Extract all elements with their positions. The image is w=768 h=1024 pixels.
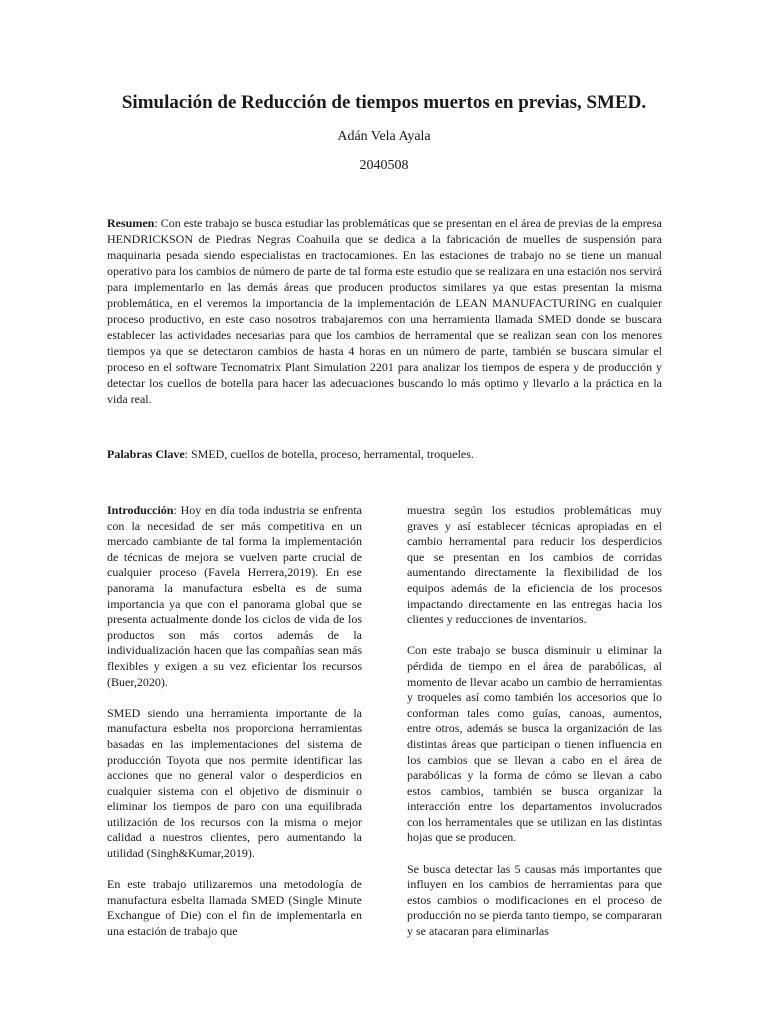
student-id: 2040508 <box>359 158 409 173</box>
keywords <box>107 446 662 462</box>
author-name: Adán Vela Ayala <box>337 129 431 144</box>
right-paragraph-2: Con este trabajo se busca disminuir u eliminar la pérdida de tiempo en el área de parabólicas, al momento de llevar acabo un cambio de herramientas y troqueles así como también los accesorios que lo conforman tales como guías, canoas, aumentos, entre otros, además se busca la organización de las distintas áreas que participan o tienen influencia en los cambios que se llevan a cabo en el área de parabólicas y la forma de cómo se llevan a cabo estos cambios, también se busca organizar la interacción entre los departamentos involucrados con los herramentales que se utilizan en las distintas hojas que se producen. <box>407 643 662 845</box>
keywords-label: Palabras Clave <box>107 447 185 461</box>
intro-paragraph-2: SMED siendo una herramienta importante de la manufactura esbelta nos proporciona herramientas basadas en las implementaciones del sistema de producción Toyota que nos permite identificar las acciones que no general valor o desperdicios en cualquier sistema con el objetivo de disminuir o eliminar los tiempos de paro con una equilibrada utilización de los recursos con la misma o mejor calidad a nuestros clientes, pero aumentando la utilidad (Singh&Kumar,2019). <box>107 705 362 861</box>
intro-paragraph-1 <box>107 503 362 690</box>
abstract-text: : Con este trabajo se busca estudiar las problemáticas que se presentan en el área de previas de la empresa HENDRICKSON de Piedras Negras Coahuila que se dedica a la fabricación de muelles de suspensión para maquinaria pesada siendo especialistas en tractocamiones. En las estaciones de trabajo no se tiene un manual operativo para los cambios de número de parte de tal forma este estudio que se realizara en una estación nos servirá para implementarlo en las demás áreas que producen productos similares ya que estas presentan la misma problemática, en el veremos la importancia de la implementación de LEAN MANUFACTURING en cualquier proceso productivo, en este caso nosotros trabajaremos con una herramienta llamada SMED donde se buscara establecer las actividades necesarias para que los cambios de herramental que se realizan sean con los menores tiempos ya que se detectaron cambios de hasta 4 horas en un número de parte, también se buscara simular el proceso en el software Tecnomatrix Plant Simulation 2201 para analizar los tiempos de espera y de producción y detectar los cuellos de botella para hacer las adecuaciones buscando lo más optimo y llevarlo a la práctica en la vida real. <box>107 216 662 406</box>
intro-paragraph-3: En este trabajo utilizaremos una metodología de manufactura esbelta llamada SMED (Single Minute Exchangue of Die) con el fin de implementarla en una estación de trabajo que <box>107 877 362 939</box>
intro-label: Introducción <box>107 503 174 517</box>
right-paragraph-1: muestra según los estudios problemáticas muy graves y así establecer técnicas apropiadas en el cambio herramental para reducir los desperdicios que se presentan en los cambios de corridas aumentando directamente la flexibilidad de los equipos además de la eficiencia de los procesos impactando directamente en las entregas hacia los clientes y reducciones de inventarios. <box>407 503 662 627</box>
intro-text-1: : Hoy en día toda industria se enfrenta con la necesidad de ser más competitiva en un mercado cambiante de tal forma la implementación de técnicas de mejora se vuelven parte crucial de cualquier proceso (Favela Herrera,2019). En ese panorama la manufactura esbelta es de suma importancia ya que con el panorama global que se presenta actualmente donde los ciclos de vida de los productos son más cortos además de la individualización hacen que las compañías sean más flexibles y exigen a su vez eficientar los recursos (Buer,2020). <box>107 503 362 689</box>
right-paragraph-3: Se busca detectar las 5 causas más importantes que influyen en los cambios de herramientas para que estos cambios o modificaciones en el proceso de producción no se pierda tanto tiempo, se compararan y se atacaran para eliminarlas <box>407 861 662 939</box>
left-column <box>107 503 362 955</box>
right-column <box>407 503 662 955</box>
abstract-label: Resumen <box>107 216 155 230</box>
abstract <box>107 215 662 407</box>
paper-title: Simulación de Reducción de tiempos muertos en previas, SMED. <box>121 92 647 113</box>
keywords-text: : SMED, cuellos de botella, proceso, herramental, troqueles. <box>184 447 474 461</box>
